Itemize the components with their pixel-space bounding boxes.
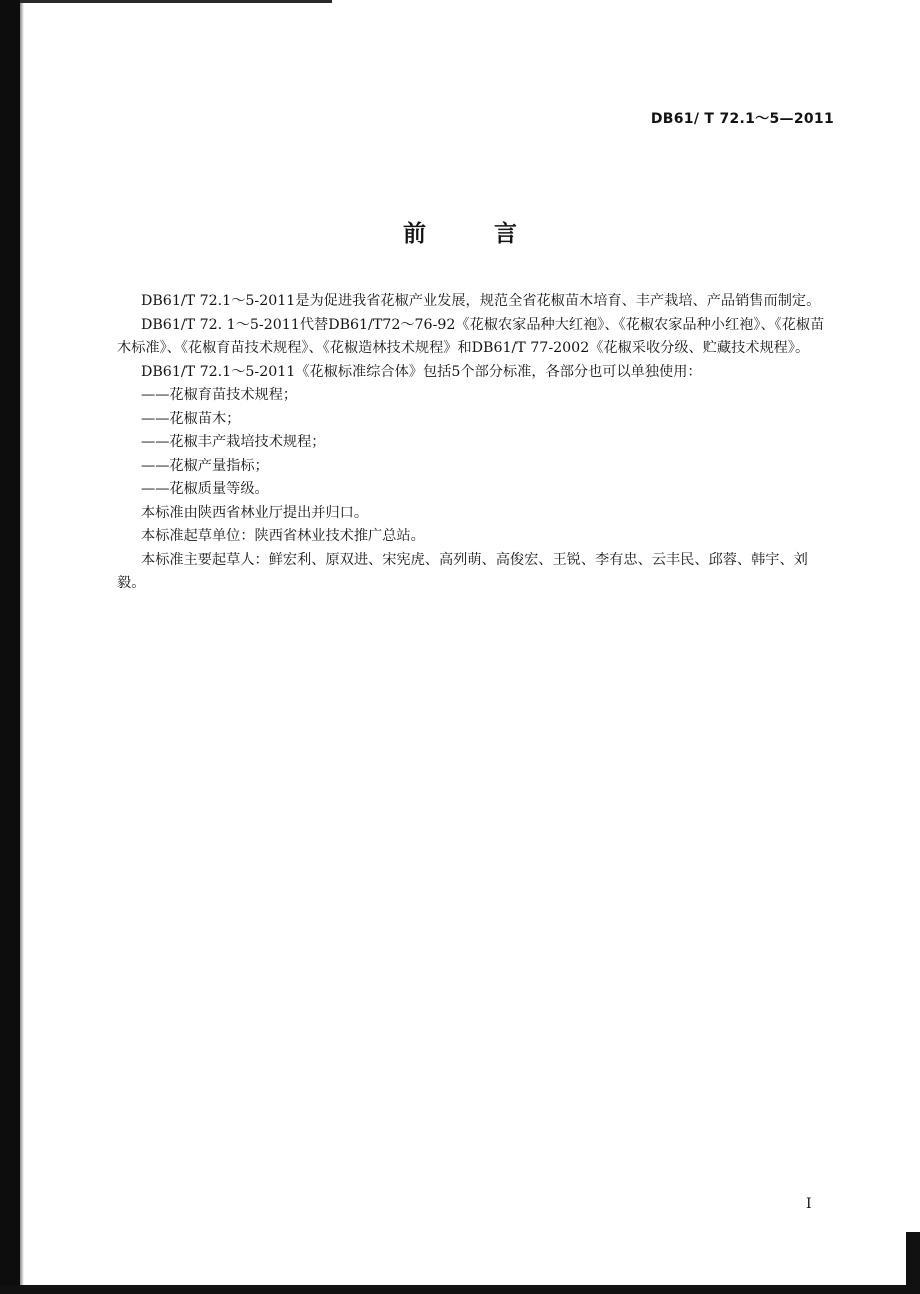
paragraph-parts-intro: DB61/T 72.1～5-2011《花椒标准综合体》包括5个部分标准，各部分也可以单独使用： xyxy=(141,363,702,380)
paragraph-replaces: DB61/T 72. 1～5-2011代替DB61/T72～76-92《花椒农家品种大红袍》、《花椒农家品种小红袍》、《花椒苗木标准》、《花椒育苗技术规程》、《花椒造林技术规程》和DB61/T 77-2002《花椒采收分级、贮藏技术规程》。 xyxy=(117,316,825,356)
page-number: I xyxy=(806,1196,812,1212)
scan-border-top xyxy=(20,0,332,3)
scan-border-bottom xyxy=(0,1285,920,1294)
page-title: 前 言 xyxy=(402,221,547,248)
paragraph-proposer: 本标准由陕西省林业厅提出并归口。 xyxy=(141,504,369,521)
paragraph-drafting-unit: 本标准起草单位：陕西省林业技术推广总站。 xyxy=(141,528,425,544)
document-code: DB61/ T 72.1～5—2011 xyxy=(650,111,834,127)
scan-border-right xyxy=(906,1232,920,1294)
list-item: ——花椒苗木； xyxy=(141,410,241,427)
paragraph-drafters: 本标准主要起草人：鲜宏利、原双进、宋宪虎、高列萌、高俊宏、王锐、李有忠、云丰民、邱蓉、韩宇、刘毅。 xyxy=(117,551,808,591)
parts-list xyxy=(117,384,835,502)
list-item: ——花椒质量等级。 xyxy=(141,481,269,497)
list-item: ——花椒育苗技术规程； xyxy=(141,387,298,403)
scan-border-left xyxy=(0,0,20,1294)
list-item: ——花椒丰产栽培技术规程； xyxy=(141,434,326,450)
list-item: ——花椒产量指标； xyxy=(141,457,269,474)
foreword-body xyxy=(117,290,835,596)
paragraph-purpose: DB61/T 72.1～5-2011是为促进我省花椒产业发展，规范全省花椒苗木培育、丰产栽培、产品销售而制定。 xyxy=(141,293,821,309)
